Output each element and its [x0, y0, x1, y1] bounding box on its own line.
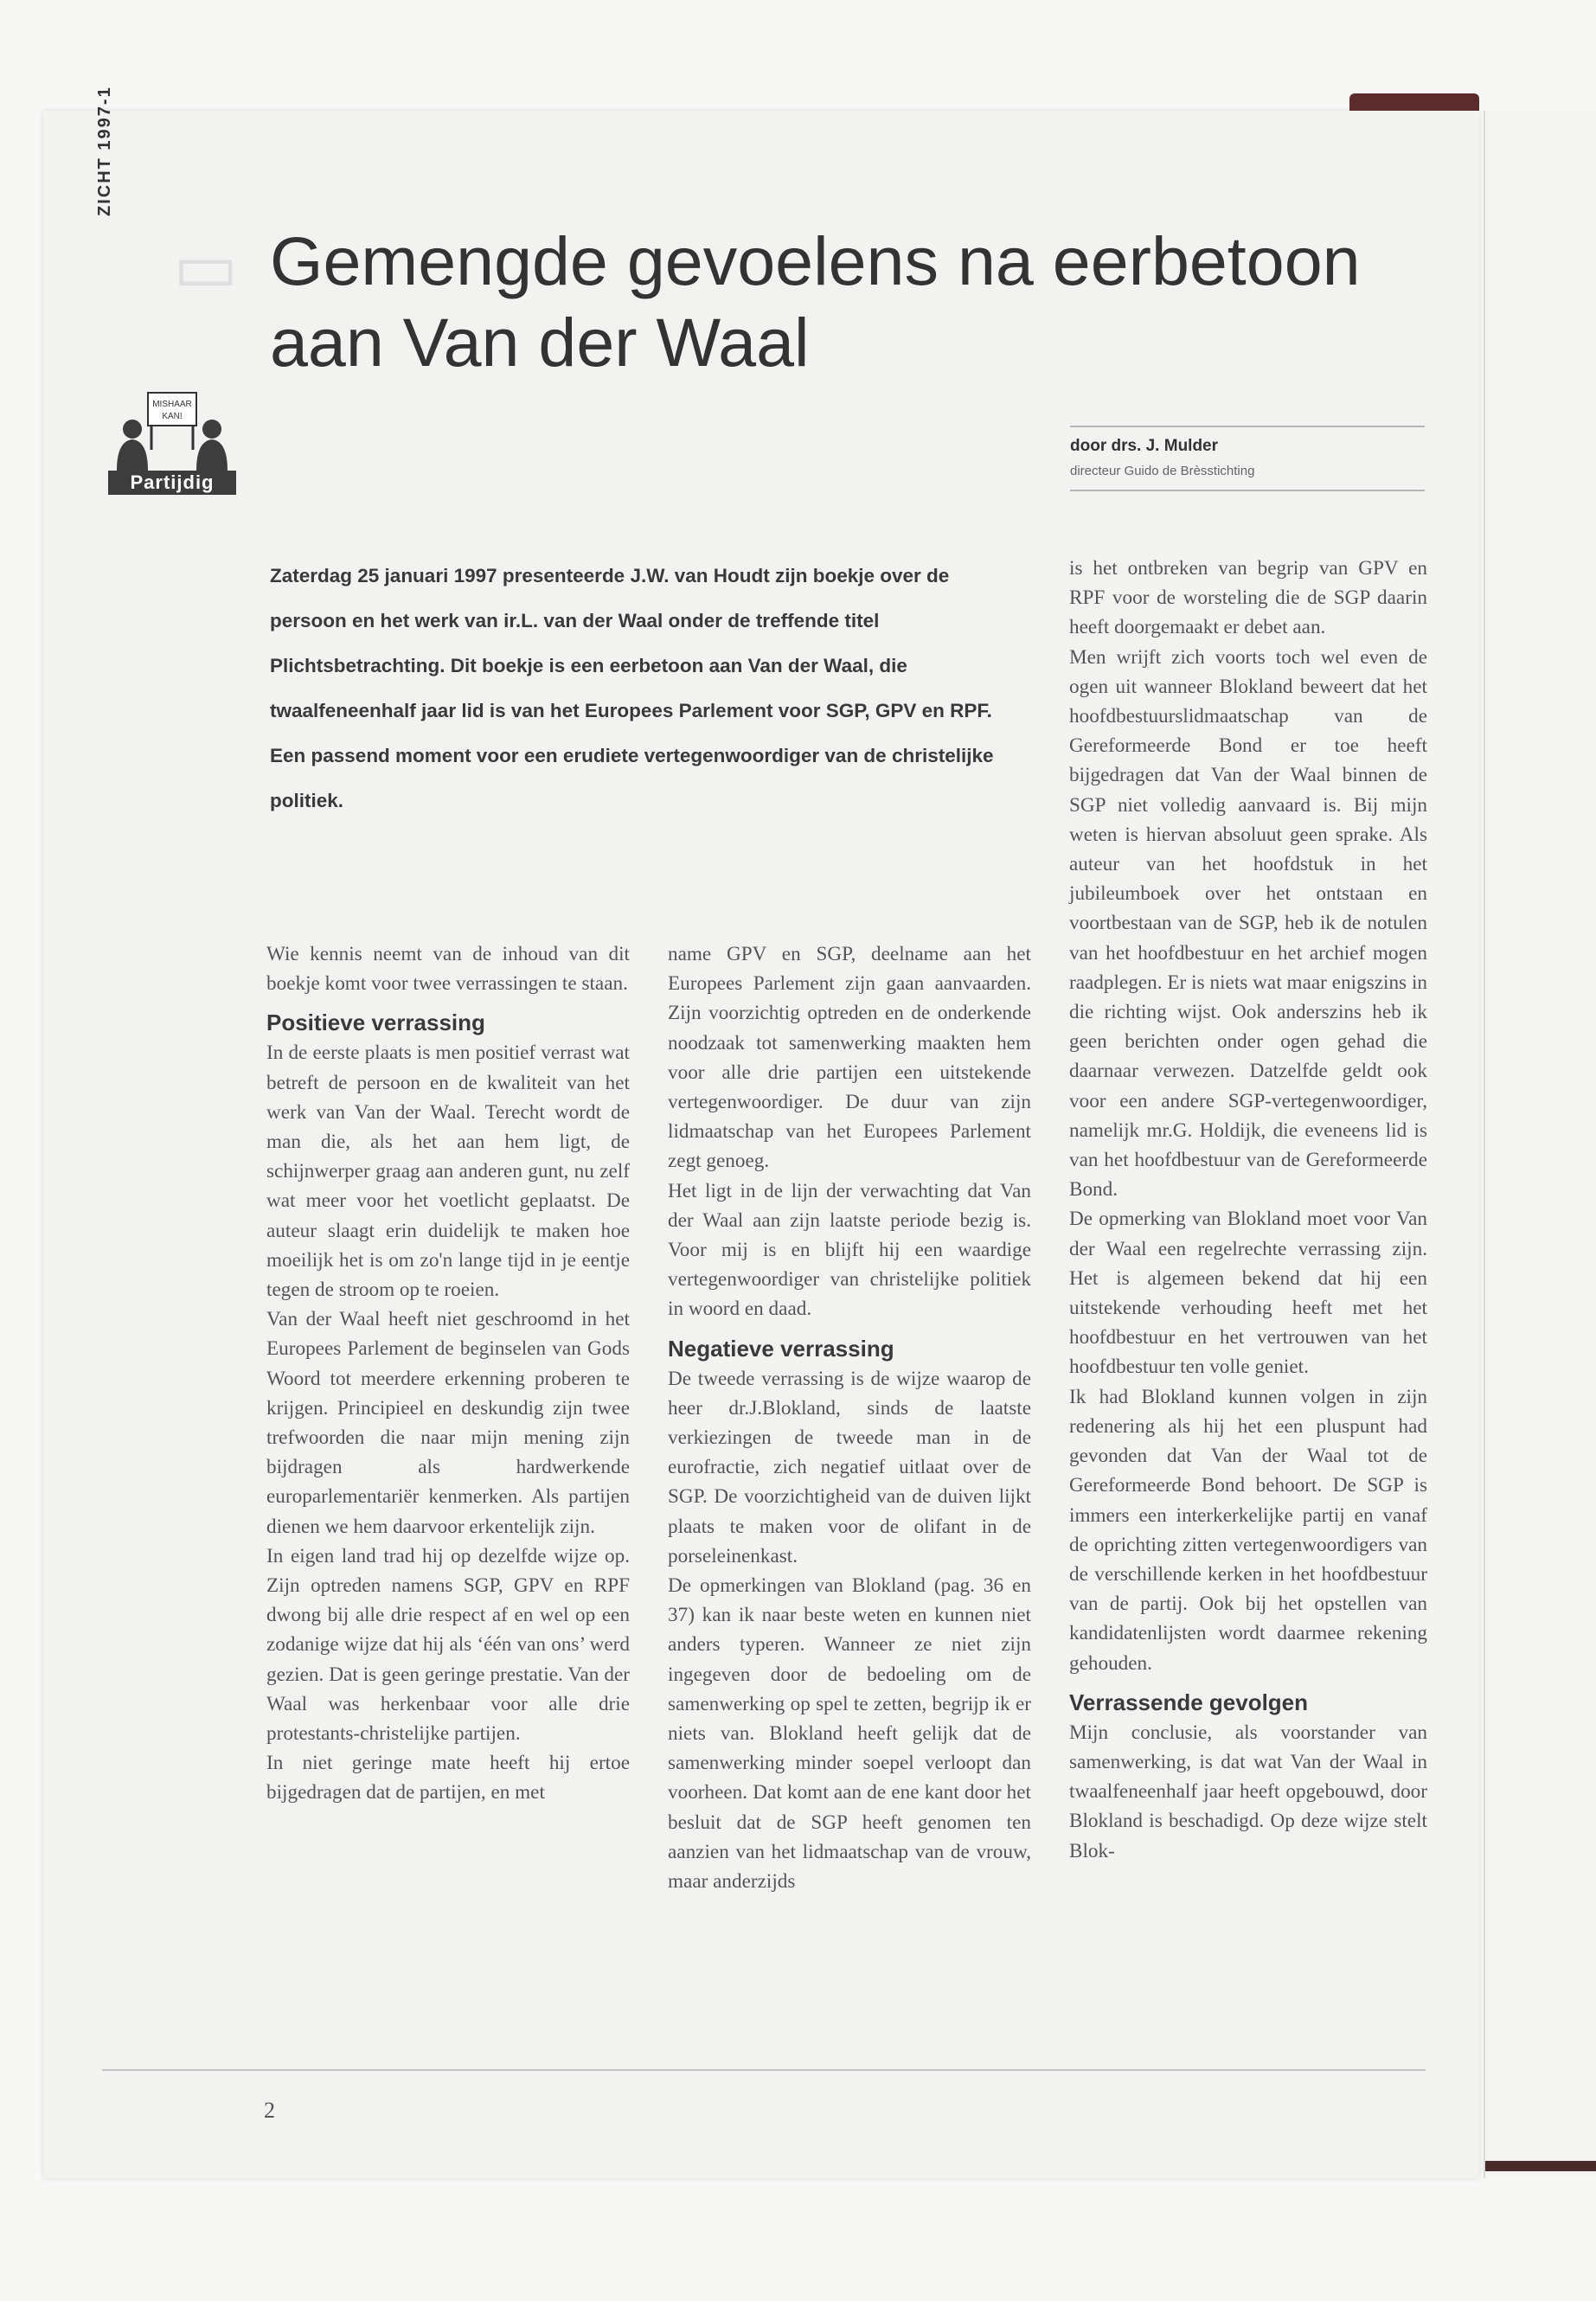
page-number: 2: [264, 2098, 275, 2123]
figures-with-sign-icon: [108, 389, 236, 471]
paragraph: Het ligt in de lijn der verwachting dat Van der Waal aan zijn laatste periode bezig is. Voor mij is en blijft hij een waardige vertegenwoordiger van christelijke politiek in woord en daad.: [668, 1179, 1031, 1321]
title-line-1: Gemengde gevoelens na eerbetoon: [270, 222, 1361, 299]
svg-text:KAN!: KAN!: [162, 412, 183, 421]
text-column-2: [668, 939, 1031, 1896]
text-column-1: [266, 939, 630, 1808]
article-lead: Zaterdag 25 januari 1997 presenteerde J.W. van Houdt zijn boekje over de persoon en het werk van ir.L. van der Waal onder de treffende titel Plichtsbetrachting. Dit boekje is een eerbetoon aan Van der Waal, die twaalfeneenhalf jaar lid is van het Europees Parlement voor SGP, GPV en RPF. Een passend moment voor een erudiete vertegenwoordiger van de christelijke politiek.: [270, 565, 994, 811]
show-through-decoration: ▭: [173, 228, 239, 305]
author-byline: door drs. J. Mulder: [1070, 437, 1219, 455]
issue-label: ZICHT 1997-1: [95, 86, 114, 216]
paragraph: De tweede verrassing is de wijze waarop de heer dr.J.Blokland, sinds de laatste verkiezingen de tweede man in de eurofractie, zich negatief uitlaat over de SGP. De voorzichtigheid van de duiven lijkt plaats te maken voor de olifant in de porseleinenkast.: [668, 1367, 1031, 1567]
paragraph: Ik had Blokland kunnen volgen in zijn redenering als hij het een pluspunt had gevonden dat Van der Waal tot de Gereformeerde Bond behoort. De SGP is immers een interkerkelijke partij en vanaf de oprichting zitten vertegenwoordigers van de verschillende kerken in het hoofdbestuur van de partij. Ook bij het opstellen van kandidatenlijsten wordt daarmee rekening gehouden.: [1069, 1385, 1427, 1675]
paragraph: Mijn conclusie, als voorstander van samenwerking, is dat wat Van der Waal in twaalfeneenhalf jaar heeft opgebouwd, door Blokland is beschadigd. Op deze wijze stelt Blok-: [1069, 1721, 1427, 1862]
paragraph: is het ontbreken van begrip van GPV en RPF voor de worsteling die de SGP daarin heeft doorgemaakt er debet aan.: [1069, 557, 1427, 639]
badge-label: Partijdig: [108, 471, 236, 495]
binding-edge: [1485, 2161, 1596, 2171]
section-heading: Positieve verrassing: [266, 1009, 485, 1036]
author-role: directeur Guido de Brèsstichting: [1070, 464, 1255, 478]
byline-divider-bottom: [1070, 490, 1425, 491]
text-column-3: [1069, 554, 1427, 1866]
paragraph: name GPV en SGP, deelname aan het Europees Parlement zijn gaan aanvaarden. Zijn voorzichtig optreden en de onderkende noodzaak tot samenwerking maakten hem voor alle drie partijen een uitstekende vertegenwoordiger. De duur van zijn lidmaatschap van het Europees Parlement zegt genoeg.: [668, 943, 1031, 1173]
paragraph: Van der Waal heeft niet geschroomd in het Europees Parlement de beginselen van Gods Woord tot meerdere erkenning proberen te krijgen. Principieel en deskundig zijn twee trefwoorden die naar mijn mening zijn bijdragen als hardwerkende europarlementariër kenmerken. Als partijen dienen we hem daarvoor erkentelijk zijn.: [266, 1308, 630, 1538]
svg-text:MISHAAR: MISHAAR: [152, 400, 192, 409]
paragraph: De opmerkingen van Blokland (pag. 36 en 37) kan ik naar beste weten en kunnen niet anders typeren. Wanneer ze niet zijn ingegeven door de bedoeling om de samenwerking op spel te zetten, begrijp ik er niets van. Blokland heeft gelijk dat de samenwerking minder soepel verloopt dan voorheen. Dat komt aan de ene kant door het besluit dat de SGP heeft genomen ten aanzien van het lidmaatschap van de vrouw, maar anderzijds: [668, 1574, 1031, 1894]
byline-divider-top: [1070, 426, 1425, 427]
footer-divider: [102, 2069, 1426, 2071]
paragraph: In de eerste plaats is men positief verrast wat betreft de persoon en de kwaliteit van het werk van Van der Waal. Terecht wordt de man die, als het aan hem ligt, de schijnwerper graag aan anderen gunt, nu zelf wat meer voor het voetlicht geplaatst. De auteur slaagt erin duidelijk te maken hoe moeilijk het is om zo'n lange tijd in je eentje tegen de stroom op te roeien.: [266, 1042, 630, 1302]
partijdig-badge: [108, 389, 236, 495]
paragraph: Men wrijft zich voorts toch wel even de ogen uit wanneer Blokland beweert dat het hoofdbestuurslidmaatschap van de Gereformeerde Bond er toe heeft bijgedragen dat Van der Waal binnen de SGP niet volledig aanvaard is. Bij mijn weten is hiervan absoluut geen sprake. Als auteur van het hoofdstuk in het jubileumboek over het ontstaan en voortbestaan van de SGP, heb ik de notulen van het hoofdbestuur en het archief mogen raadplegen. Er is niets wat maar enigszins in die richting wijst. Ook anderszins heb ik geen berichten onder ogen gehad die daarnaar verwezen. Datzelfde geldt ook voor een andere SGP-vertegenwoordiger, namelijk mr.G. Holdijk, die eveneens lid is van het hoofdbestuur van de Gereformeerde Bond.: [1069, 645, 1427, 1202]
paragraph: In niet geringe mate heeft hij ertoe bijgedragen dat de partijen, en met: [266, 1752, 630, 1804]
article-title: [270, 221, 1438, 383]
paragraph: In eigen land trad hij op dezelfde wijze op. Zijn optreden namens SGP, GPV en RPF dwong bij alle drie respect af en wel op een zodanige wijze dat hij als ‘één van ons’ werd gezien. Dat is geen geringe prestatie. Van der Waal was herkenbaar voor alle drie protestants-christelijke partijen.: [266, 1544, 630, 1746]
paragraph: Wie kennis neemt van de inhoud van dit boekje komt voor twee verrassingen te staan.: [266, 943, 630, 996]
next-page-edge: [1484, 111, 1596, 2178]
section-heading: Verrassende gevolgen: [1069, 1689, 1309, 1715]
title-line-2: aan Van der Waal: [270, 304, 810, 381]
binding-tab: [1349, 93, 1479, 111]
paragraph: De opmerking van Blokland moet voor Van der Waal een regelrechte verrassing zijn. Het is algemeen bekend dat hij een uitstekende verhouding heeft met het hoofdbestuur en het vertrouwen van het hoofdbestuur ten volle geniet.: [1069, 1208, 1427, 1379]
section-heading: Negatieve verrassing: [668, 1335, 894, 1362]
